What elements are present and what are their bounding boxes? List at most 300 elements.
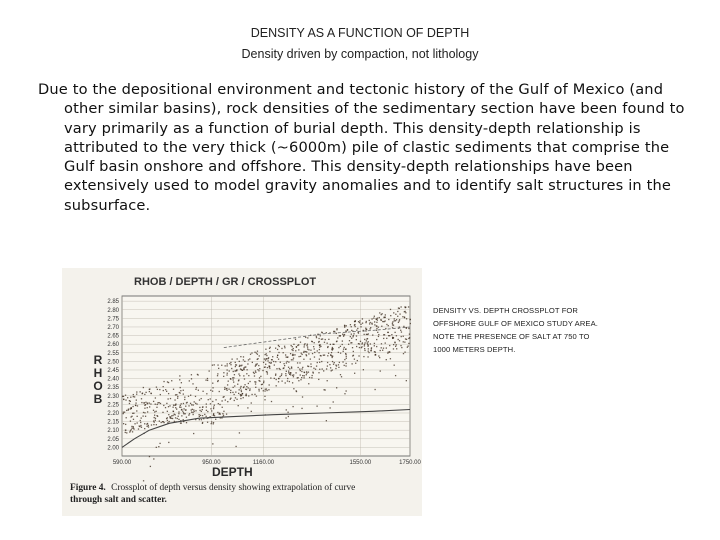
data-point — [380, 319, 381, 320]
data-point — [254, 375, 255, 376]
data-point — [217, 381, 218, 382]
data-point — [385, 314, 386, 315]
data-point — [238, 380, 239, 381]
data-point — [296, 391, 297, 392]
data-point — [263, 362, 264, 363]
data-point — [380, 350, 381, 351]
data-point — [340, 335, 341, 336]
data-point — [341, 376, 342, 377]
data-point — [181, 382, 182, 383]
data-point — [223, 376, 224, 377]
data-point — [226, 390, 227, 391]
y-tick-labels — [107, 299, 119, 451]
data-point — [242, 393, 243, 394]
y-axis-label-letter: R — [93, 353, 103, 367]
data-point — [235, 397, 236, 398]
data-point — [368, 333, 369, 334]
data-point — [255, 370, 256, 371]
data-point — [400, 345, 401, 346]
data-point — [283, 363, 284, 364]
data-point — [145, 416, 146, 417]
y-tick-label: 2.40 — [107, 376, 119, 383]
data-point — [359, 343, 360, 344]
data-point — [250, 354, 251, 355]
data-point — [306, 373, 307, 374]
data-point — [264, 358, 265, 359]
data-point — [361, 346, 362, 347]
data-point — [358, 332, 359, 333]
data-point — [386, 324, 387, 325]
data-point — [174, 399, 175, 400]
data-point — [138, 428, 139, 429]
data-point — [370, 322, 371, 323]
data-point — [136, 399, 137, 400]
data-point — [281, 375, 282, 376]
data-point — [150, 403, 151, 404]
data-point — [362, 318, 363, 319]
data-point — [364, 344, 365, 345]
data-point — [130, 401, 131, 402]
data-point — [248, 359, 249, 360]
data-point — [219, 404, 220, 405]
data-point — [149, 456, 150, 457]
data-point — [159, 389, 160, 390]
data-point — [357, 360, 358, 361]
data-point — [408, 343, 409, 344]
data-point — [381, 347, 382, 348]
data-point — [135, 405, 136, 406]
data-point — [213, 415, 214, 416]
data-point — [238, 393, 239, 394]
data-point — [365, 328, 366, 329]
data-point — [324, 342, 325, 343]
data-point — [143, 387, 144, 388]
data-point — [291, 349, 292, 350]
data-point — [262, 370, 263, 371]
data-point — [171, 415, 172, 416]
data-point — [279, 369, 280, 370]
data-point — [146, 424, 147, 425]
data-point — [353, 335, 354, 336]
data-point — [142, 415, 143, 416]
data-point — [374, 343, 375, 344]
data-point — [314, 356, 315, 357]
data-point — [194, 401, 195, 402]
data-point — [139, 391, 140, 392]
data-point — [201, 411, 202, 412]
data-point — [388, 335, 389, 336]
data-point — [278, 352, 279, 353]
data-point — [386, 338, 387, 339]
data-point — [323, 370, 324, 371]
data-point — [208, 399, 209, 400]
data-point — [340, 352, 341, 353]
data-point — [349, 340, 350, 341]
data-point — [299, 362, 300, 363]
y-tick-label: 2.20 — [107, 410, 119, 417]
data-point — [258, 370, 259, 371]
data-point — [210, 398, 211, 399]
data-point — [315, 369, 316, 370]
data-point — [310, 363, 311, 364]
data-point — [166, 391, 167, 392]
data-point — [178, 413, 179, 414]
data-point — [195, 389, 196, 390]
data-point — [336, 387, 337, 388]
data-point — [404, 311, 405, 312]
data-point — [145, 392, 146, 393]
data-point — [368, 348, 369, 349]
body-paragraph — [38, 80, 686, 215]
data-point — [295, 372, 296, 373]
figure-caption-line-1 — [70, 482, 355, 493]
data-point — [205, 379, 206, 380]
data-point — [149, 406, 150, 407]
data-point — [136, 394, 137, 395]
data-point — [244, 378, 245, 379]
data-point — [156, 411, 157, 412]
data-point — [346, 363, 347, 364]
data-point — [235, 391, 236, 392]
data-point — [177, 396, 178, 397]
data-point — [175, 394, 176, 395]
data-point — [170, 398, 171, 399]
data-point — [381, 343, 382, 344]
data-point — [326, 332, 327, 333]
data-point — [154, 415, 155, 416]
data-point — [275, 375, 276, 376]
data-point — [212, 443, 213, 444]
data-point — [408, 306, 409, 307]
data-point — [146, 426, 147, 427]
data-point — [376, 339, 377, 340]
data-point — [258, 365, 259, 366]
data-point — [383, 348, 384, 349]
data-point — [199, 416, 200, 417]
data-point — [183, 413, 184, 414]
data-point — [340, 374, 341, 375]
data-point — [286, 371, 287, 372]
data-point — [125, 399, 126, 400]
data-point — [177, 398, 178, 399]
data-point — [201, 419, 202, 420]
data-point — [321, 339, 322, 340]
data-point — [285, 373, 286, 374]
data-point — [169, 416, 170, 417]
data-point — [174, 414, 175, 415]
data-point — [396, 335, 397, 336]
data-point — [132, 413, 133, 414]
data-point — [231, 359, 232, 360]
data-point — [406, 327, 407, 328]
data-point — [408, 345, 409, 346]
data-point — [373, 317, 374, 318]
data-point — [178, 411, 179, 412]
data-point — [371, 323, 372, 324]
data-point — [277, 349, 278, 350]
data-point — [190, 403, 191, 404]
data-point — [235, 366, 236, 367]
data-point — [395, 346, 396, 347]
data-point — [210, 408, 211, 409]
data-point — [269, 368, 270, 369]
data-point — [123, 399, 124, 400]
data-point — [314, 348, 315, 349]
data-point — [406, 339, 407, 340]
data-point — [304, 344, 305, 345]
data-point — [227, 384, 228, 385]
data-point — [292, 359, 293, 360]
data-point — [134, 396, 135, 397]
data-point — [388, 325, 389, 326]
data-point — [252, 362, 253, 363]
data-point — [217, 373, 218, 374]
data-point — [183, 419, 184, 420]
data-point — [316, 406, 317, 407]
data-point — [346, 358, 347, 359]
data-point — [301, 408, 302, 409]
data-point — [221, 365, 222, 366]
data-point — [325, 339, 326, 340]
data-point — [319, 344, 320, 345]
data-point — [276, 385, 277, 386]
data-point — [184, 397, 185, 398]
data-point — [259, 390, 260, 391]
data-point — [404, 351, 405, 352]
data-point — [144, 423, 145, 424]
data-point — [386, 359, 387, 360]
data-point — [364, 339, 365, 340]
data-point — [235, 362, 236, 363]
data-point — [377, 318, 378, 319]
data-point — [403, 326, 404, 327]
data-point — [234, 374, 235, 375]
data-point — [284, 347, 285, 348]
x-axis-label: DEPTH — [212, 465, 253, 479]
data-point — [265, 349, 266, 350]
data-point — [374, 389, 375, 390]
data-point — [364, 342, 365, 343]
data-point — [224, 387, 225, 388]
data-point — [264, 399, 265, 400]
data-point — [173, 411, 174, 412]
crossplot-chart — [62, 268, 422, 516]
data-point — [387, 332, 388, 333]
data-point — [175, 417, 176, 418]
data-point — [218, 403, 219, 404]
data-point — [342, 334, 343, 335]
data-point — [159, 402, 160, 403]
data-point — [168, 414, 169, 415]
data-point — [401, 331, 402, 332]
y-tick-label: 2.15 — [107, 419, 119, 426]
data-point — [181, 403, 182, 404]
data-point — [267, 372, 268, 373]
data-point — [300, 342, 301, 343]
data-point — [150, 466, 151, 467]
data-point — [285, 375, 286, 376]
y-tick-label: 2.85 — [107, 299, 119, 306]
data-point — [279, 376, 280, 377]
data-point — [319, 362, 320, 363]
y-tick-label: 2.25 — [107, 402, 119, 409]
data-point — [378, 355, 379, 356]
data-point — [259, 355, 260, 356]
data-point — [227, 373, 228, 374]
data-point — [131, 428, 132, 429]
data-point — [356, 339, 357, 340]
data-point — [274, 378, 275, 379]
data-point — [247, 363, 248, 364]
data-point — [268, 389, 269, 390]
data-point — [390, 309, 391, 310]
data-point — [207, 378, 208, 379]
data-point — [171, 418, 172, 419]
data-point — [294, 354, 295, 355]
data-point — [372, 334, 373, 335]
data-point — [207, 411, 208, 412]
data-point — [176, 394, 177, 395]
data-point — [334, 362, 335, 363]
figure-caption-label: Figure 4. — [70, 483, 106, 493]
data-point — [275, 361, 276, 362]
data-point — [390, 358, 391, 359]
data-point — [186, 422, 187, 423]
figure-caption-text: Crossplot of depth versus density showing extrapolation of curve — [111, 483, 356, 493]
data-point — [394, 332, 395, 333]
data-point — [125, 424, 126, 425]
data-point — [314, 342, 315, 343]
data-point — [355, 326, 356, 327]
data-point — [147, 403, 148, 404]
data-point — [200, 415, 201, 416]
data-point — [295, 350, 296, 351]
data-point — [367, 342, 368, 343]
data-point — [173, 405, 174, 406]
data-point — [179, 375, 180, 376]
crossplot-note: DENSITY VS. DEPTH CROSSPLOT FOR OFFSHORE GULF OF MEXICO STUDY AREA. NOTE THE PRESENCE OF SALT AT 750 TO 1000 METERS DEPTH. — [433, 306, 598, 354]
data-point — [296, 346, 297, 347]
data-point — [374, 324, 375, 325]
data-point — [236, 364, 237, 365]
data-point — [193, 404, 194, 405]
data-point — [233, 381, 234, 382]
data-point — [270, 377, 271, 378]
data-point — [196, 403, 197, 404]
data-point — [212, 365, 213, 366]
data-point — [144, 408, 145, 409]
data-point — [193, 411, 194, 412]
data-point — [239, 361, 240, 362]
data-point — [300, 379, 301, 380]
data-point — [368, 352, 369, 353]
data-point — [127, 397, 128, 398]
data-point — [351, 363, 352, 364]
x-tick-label: 1550.00 — [349, 460, 372, 466]
data-point — [195, 403, 196, 404]
data-point — [258, 380, 259, 381]
data-point — [199, 410, 200, 411]
data-point — [198, 390, 199, 391]
data-point — [131, 426, 132, 427]
data-point — [338, 367, 339, 368]
data-point — [157, 404, 158, 405]
data-point — [206, 393, 207, 394]
data-point — [312, 353, 313, 354]
data-point — [145, 402, 146, 403]
data-point — [365, 322, 366, 323]
data-point — [166, 403, 167, 404]
data-point — [155, 418, 156, 419]
data-point — [238, 389, 239, 390]
data-point — [343, 349, 344, 350]
data-point — [263, 390, 264, 391]
slide-title: DENSITY AS A FUNCTION OF DEPTH — [250, 26, 470, 40]
data-point — [269, 366, 270, 367]
data-point — [384, 317, 385, 318]
data-point — [410, 319, 411, 320]
data-point — [172, 407, 173, 408]
data-point — [185, 409, 186, 410]
data-point — [392, 324, 393, 325]
data-point — [131, 429, 132, 430]
data-point — [130, 420, 131, 421]
data-point — [262, 384, 263, 385]
data-point — [232, 387, 233, 388]
data-point — [404, 316, 405, 317]
data-point — [388, 319, 389, 320]
data-point — [347, 330, 348, 331]
data-point — [310, 366, 311, 367]
data-point — [297, 367, 298, 368]
data-point — [323, 355, 324, 356]
data-point — [329, 407, 330, 408]
data-point — [377, 332, 378, 333]
data-point — [178, 419, 179, 420]
data-point — [276, 379, 277, 380]
data-point — [332, 349, 333, 350]
data-point — [332, 369, 333, 370]
data-point — [409, 337, 410, 338]
y-tick-label: 2.30 — [107, 393, 119, 400]
data-point — [141, 402, 142, 403]
data-point — [346, 325, 347, 326]
data-point — [257, 363, 258, 364]
data-point — [344, 359, 345, 360]
data-point — [366, 321, 367, 322]
data-point — [204, 414, 205, 415]
data-point — [384, 334, 385, 335]
data-point — [281, 348, 282, 349]
data-point — [266, 388, 267, 389]
data-point — [265, 364, 266, 365]
data-point — [140, 422, 141, 423]
data-point — [143, 480, 144, 481]
data-point — [257, 351, 258, 352]
data-point — [239, 432, 240, 433]
data-point — [342, 344, 343, 345]
data-point — [333, 401, 334, 402]
data-point — [133, 419, 134, 420]
data-point — [378, 336, 379, 337]
data-point — [163, 386, 164, 387]
plot-frame — [122, 296, 410, 456]
data-point — [180, 405, 181, 406]
data-point — [136, 410, 137, 411]
data-point — [305, 351, 306, 352]
data-point — [375, 318, 376, 319]
data-point — [324, 354, 325, 355]
